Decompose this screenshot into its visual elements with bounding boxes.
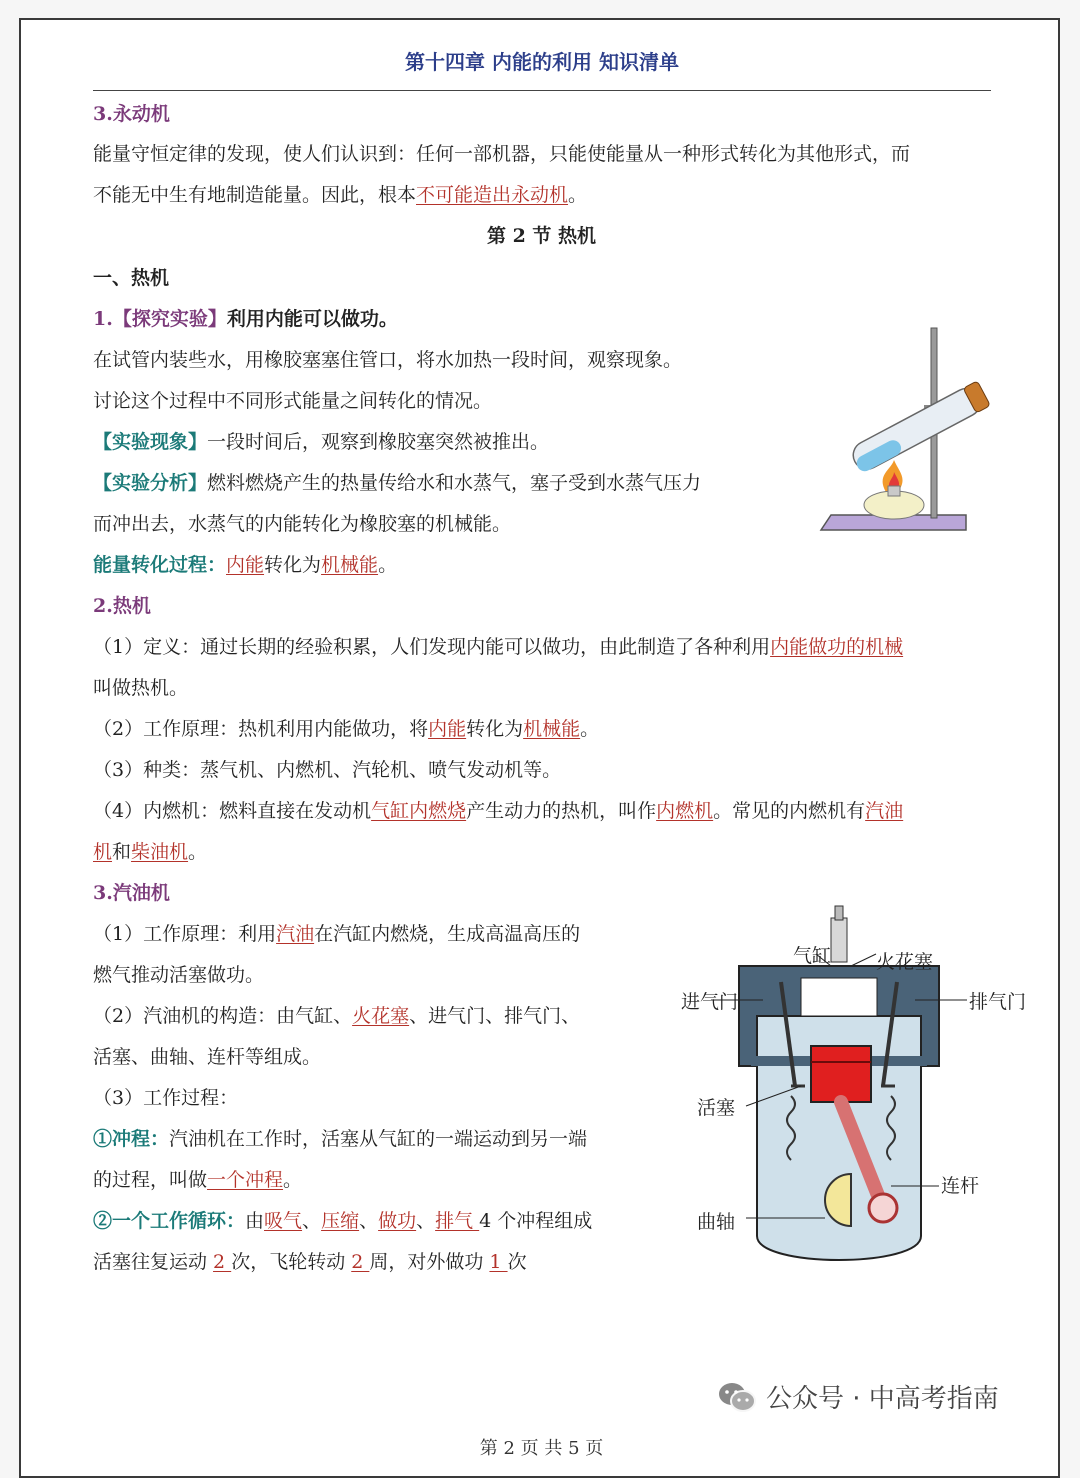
definition-line: （1）定义：通过长期的经验积累，人们发现内能可以做功，由此制造了各种利用内能做功的机械 <box>93 636 904 658</box>
paragraph-line: （1）工作原理：利用汽油在汽缸内燃烧，生成高温高压的 <box>93 923 581 945</box>
analysis-line: 【实验分析】燃料燃烧产生的热量传给水和水蒸气，塞子受到水蒸气压力 <box>93 472 702 494</box>
watermark-text: 公众号 · 中高考指南 <box>766 1384 999 1414</box>
answer-underline: 不可能造出永动机 <box>416 184 569 206</box>
paragraph-line: 而冲出去，水蒸气的内能转化为橡胶塞的机械能。 <box>93 513 512 535</box>
heading-heat-engine-part: 一、热机 <box>93 267 170 289</box>
page-header <box>93 50 991 91</box>
piston <box>811 1046 871 1102</box>
spark-plug <box>831 918 847 962</box>
paragraph-line: （2）汽油机的构造：由气缸、火花塞、进气门、排气门、 <box>93 1005 581 1027</box>
paragraph-line: 能量守恒定律的发现，使人们认识到：任何一部机器，只能使能量从一种形式转化为其他形式，而 <box>93 143 911 165</box>
page-footer: 第 2 页 共 5 页 <box>479 1438 604 1459</box>
heading-perpetual-motion: 3.永动机 <box>93 103 170 125</box>
ice-line: （4）内燃机：燃料直接在发动机气缸内燃烧产生动力的热机，叫作内燃机。常见的内燃机有汽油 <box>93 800 904 822</box>
test-tube-experiment-figure <box>816 320 996 540</box>
experiment-heading: 1.【探究实验】利用内能可以做功。 <box>93 308 398 330</box>
label-piston: 活塞 <box>697 1097 736 1119</box>
cycle-line: ②一个工作循环：由吸气、压缩、做功、排气 4 个冲程组成 <box>93 1210 593 1232</box>
paragraph-line: （3）工作过程： <box>93 1087 239 1109</box>
types-line: （3）种类：蒸气机、内燃机、汽轮机、喷气发动机等。 <box>93 759 562 781</box>
wechat-icon <box>718 1381 756 1413</box>
header-title: 第十四章 内能的利用 知识清单 <box>405 50 679 74</box>
paragraph-line: 讨论这个过程中不同形式能量之间转化的情况。 <box>93 390 493 412</box>
watermark <box>718 1378 999 1415</box>
principle-line: （2）工作原理：热机利用内能做功，将内能转化为机械能。 <box>93 718 600 740</box>
label-cylinder: 气缸 <box>793 945 832 967</box>
paragraph-line: 活塞、曲轴、连杆等组成。 <box>93 1046 322 1068</box>
document-page <box>19 18 1060 1478</box>
label-connecting-rod: 连杆 <box>941 1175 980 1197</box>
gasoline-engine-diagram <box>651 896 1046 1276</box>
label-exhaust-valve: 排气门 <box>969 991 1027 1013</box>
heading-heat-engine: 2.热机 <box>93 595 151 617</box>
paragraph-line: 燃气推动活塞做功。 <box>93 964 265 986</box>
paragraph-line: 的过程，叫做一个冲程。 <box>93 1169 303 1191</box>
section-title: 第 2 节 热机 <box>486 225 597 247</box>
paragraph-line: 机和柴油机。 <box>93 841 208 863</box>
label-intake-valve: 进气门 <box>681 991 739 1013</box>
phenomenon-line: 【实验现象】一段时间后，观察到橡胶塞突然被推出。 <box>93 431 550 453</box>
label-spark-plug: 火花塞 <box>876 951 934 973</box>
stroke-line: ①冲程：汽油机在工作时，活塞从气缸的一端运动到另一端 <box>93 1128 588 1150</box>
energy-conversion-line: 能量转化过程：内能转化为机械能。 <box>93 554 398 576</box>
label-crankshaft: 曲轴 <box>697 1211 736 1233</box>
heading-gasoline-engine: 3.汽油机 <box>93 882 170 904</box>
paragraph-line: 在试管内装些水，用橡胶塞塞住管口，将水加热一段时间，观察现象。 <box>93 349 683 371</box>
paragraph-line: 叫做热机。 <box>93 677 189 699</box>
paragraph-line: 活塞往复运动 2 次，飞轮转动 2 周，对外做功 1 次 <box>93 1251 527 1273</box>
paragraph-line: 不能无中生有地制造能量。因此，根本不可能造出永动机。 <box>93 184 588 206</box>
combustion-chamber <box>801 978 877 1016</box>
